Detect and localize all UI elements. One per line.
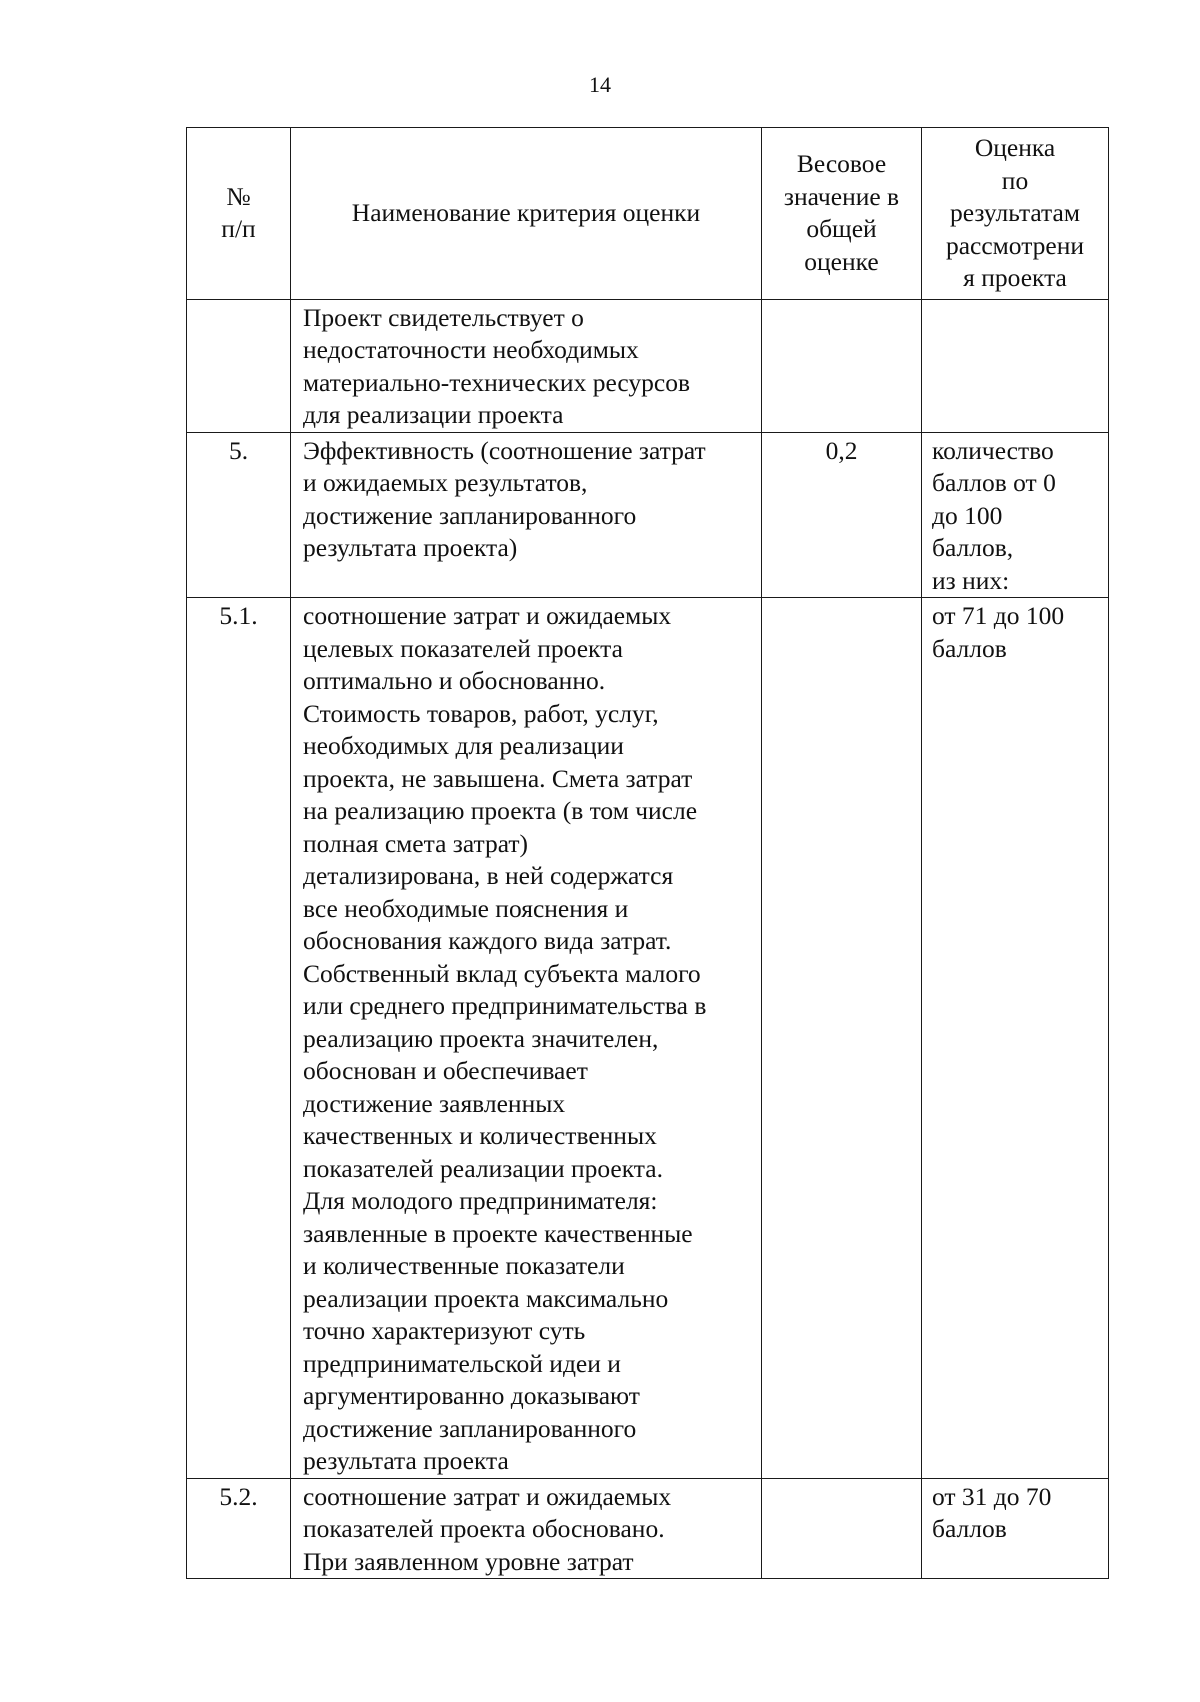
row-number-cell [187,598,291,1479]
criterion-name-cell-line: обоснования каждого вида затрат. [303,926,672,955]
score-range-cell-line: от 31 до 70 [932,1481,1052,1511]
header-num-line: п/п [221,214,256,244]
criterion-name-cell-line: аргументированно доказывают [303,1381,640,1410]
criterion-name-cell-line: реализацию проекта значителен, [303,1023,659,1053]
criterion-name-cell-line: или среднего предпринимательства в [303,991,707,1020]
criterion-name-cell-line: Проект свидетельствует о [303,302,584,332]
header-score [922,128,1109,300]
criterion-name-cell-line: детализирована, в ней содержатся [303,861,674,890]
header-score-line: Оценка [974,133,1056,162]
criterion-name-cell-line: обоснован и обеспечивает [303,1056,588,1085]
score-range-cell-line: количество [932,435,1054,465]
criterion-name-cell-line: При заявленном уровне затрат [303,1546,634,1576]
criterion-name-cell-line: качественных и количественных [303,1121,657,1150]
criterion-name-cell-line: Для молодого предпринимателя: [303,1186,658,1215]
criterion-name-cell-line: результата проекта) [303,533,518,562]
score-range-cell-line: до 100 [932,500,1003,530]
header-num [187,128,291,300]
criterion-name-cell-line: и количественные показатели [303,1251,625,1280]
score-range-cell [922,432,1109,598]
criterion-name-cell-line: проекта, не завышена. Смета затрат [303,763,693,793]
score-range-cell-line: баллов, [932,533,1014,562]
row-number-cell [187,432,291,598]
criterion-name-cell-line: на реализацию проекта (в том числе [303,796,698,825]
criterion-name-cell-line: достижение запланированного [303,1413,637,1443]
score-range-cell-line: баллов [932,633,1007,663]
row-number-cell [187,299,291,432]
header-score-line: я проекта [963,263,1067,292]
criterion-name-cell-line: показателей проекта обосновано. [303,1514,665,1543]
criterion-name-cell-line: достижение заявленных [303,1088,566,1118]
table-body [187,299,1109,1579]
criterion-name-cell-line: целевых показателей проекта [303,633,623,663]
header-num-line: № [226,181,251,211]
page-number: 14 [589,72,611,97]
score-range-cell [922,598,1109,1479]
table-row [187,1478,1109,1579]
criteria-table [186,127,1109,1579]
criterion-name-cell-line: Эффективность (соотношение затрат [303,435,706,465]
row-number-cell-text: 5.2. [219,1481,258,1511]
header-weight-line: оценке [804,246,879,276]
criterion-name-cell-line: Собственный вклад субъекта малого [303,958,701,988]
criterion-name-cell-line: реализации проекта максимально [303,1283,669,1313]
score-range-cell-line: от 71 до 100 [932,601,1065,630]
criterion-name-cell [291,598,762,1479]
criterion-name-cell [291,299,762,432]
row-number-cell-text: 5. [228,435,249,465]
score-range-cell-line: из них: [932,565,1010,595]
weight-value-cell-text: 0,2 [825,435,858,465]
row-number-cell [187,1478,291,1579]
criterion-name-cell-line: все необходимые пояснения и [303,893,629,923]
score-range-cell [922,1478,1109,1579]
criterion-name-cell-line: недостаточности необходимых [303,335,639,364]
weight-value-cell [762,432,922,598]
criterion-name-cell-line: результата проекта [303,1446,509,1475]
score-range-cell-line: баллов от 0 [932,468,1056,497]
criterion-name-cell-line: для реализации проекта [303,400,564,429]
weight-value-cell [762,1478,922,1579]
score-range-cell-line: баллов [932,1514,1007,1543]
criterion-name-cell-line: показателей реализации проекта. [303,1153,663,1183]
criterion-name-cell-line: материально-технических ресурсов [303,367,690,397]
header-name-text: Наименование критерия оценки [351,198,701,227]
header-name [291,128,762,300]
table-row [187,299,1109,432]
table-row [187,432,1109,598]
criterion-name-cell-line: соотношение затрат и ожидаемых [303,1481,672,1511]
header-score-line: результатам [950,198,1080,227]
criterion-name-cell-line: заявленные в проекте качественные [303,1218,693,1248]
header-score-line: рассмотрени [945,230,1085,260]
criterion-name-cell-line: соотношение затрат и ожидаемых [303,601,672,630]
table-header-row [187,128,1109,300]
header-weight-line: Весовое [796,149,887,179]
header-weight-line: значение в [783,181,900,211]
table-row [187,598,1109,1479]
criterion-name-cell-line: и ожидаемых результатов, [303,468,588,497]
header-score-line: по [1001,165,1029,195]
criterion-name-cell-line: оптимально и обоснованно. [303,666,606,695]
weight-value-cell [762,598,922,1479]
criterion-name-cell-line: полная смета затрат) [303,828,529,858]
row-number-cell-text: 5.1. [219,601,258,630]
criterion-name-cell-line: достижение запланированного [303,500,637,530]
criterion-name-cell-line: Стоимость товаров, работ, услуг, [303,698,659,728]
criterion-name-cell-line: точно характеризуют суть [303,1316,586,1345]
score-range-cell [922,299,1109,432]
header-weight-line: общей [806,214,877,244]
weight-value-cell [762,299,922,432]
criterion-name-cell-line: необходимых для реализации [303,731,624,760]
criterion-name-cell-line: предпринимательской идеи и [303,1348,621,1378]
criterion-name-cell [291,432,762,598]
criterion-name-cell [291,1478,762,1579]
header-weight [762,128,922,300]
